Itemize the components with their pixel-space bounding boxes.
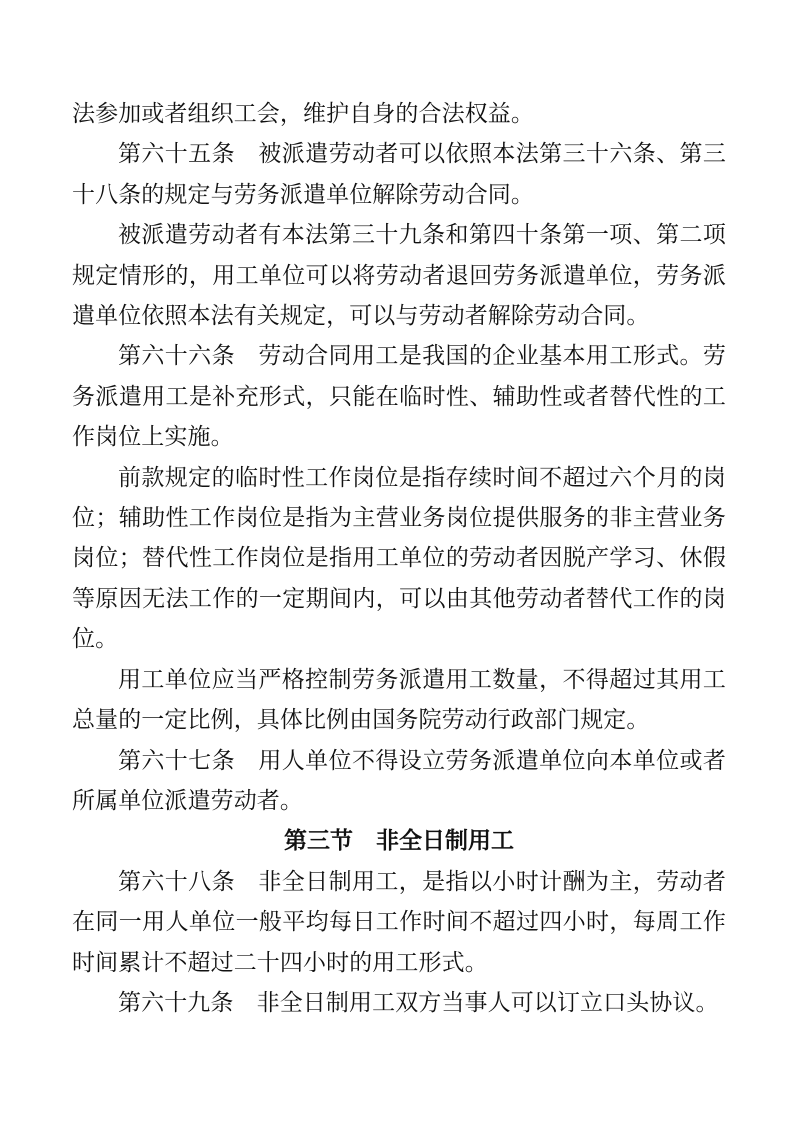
article-67 <box>72 741 726 822</box>
article-number: 第六十五条 <box>118 141 235 168</box>
article-65-paragraph-2 <box>72 215 726 336</box>
article-66-paragraph-2 <box>72 458 726 660</box>
paragraph-text: 法参加或者组织工会，维护自身的合法权益。 <box>72 101 534 127</box>
paragraph-text: 前款规定的临时性工作岗位是指存续时间不超过六个月的岗位；辅助性工作岗位是指为主营业务岗位提供服务的非主营业务岗位；替代性工作岗位是指用工单位的劳动者因脱产学习、休假等原因无法工作的一定期间内，可以由其他劳动者替代工作的岗位。 <box>72 464 726 653</box>
article-69 <box>72 983 726 1023</box>
article-66 <box>72 336 726 457</box>
paragraph-text: 劳动合同用工是我国的企业基本用工形式。劳务派遣用工是补充形式，只能在临时性、辅助性或者替代性的工作岗位上实施。 <box>72 343 727 451</box>
paragraph-text: 用工单位应当严格控制劳务派遣用工数量，不得超过其用工总量的一定比例，具体比例由国务院劳动行政部门规定。 <box>72 666 726 734</box>
paragraph-text: 非全日制用工双方当事人可以订立口头协议。 <box>256 989 719 1016</box>
article-65 <box>72 134 726 215</box>
section-heading: 第三节 非全日制用工 <box>284 828 514 855</box>
paragraph-text: 被派遣劳动者有本法第三十九条和第四十条第一项、第二项规定情形的，用工单位可以将劳动者退回劳务派遣单位，劳务派遣单位依照本法有关规定，可以与劳动者解除劳动合同。 <box>72 222 726 330</box>
article-66-paragraph-3 <box>72 660 726 741</box>
article-number: 第六十九条 <box>118 989 234 1016</box>
paragraph-text: 被派遣劳动者可以依照本法第三十六条、第三十八条的规定与劳务派遣单位解除劳动合同。 <box>72 141 727 208</box>
article-number: 第六十六条 <box>118 343 235 370</box>
document-body <box>72 94 726 1023</box>
paragraph-continuation <box>72 94 726 134</box>
article-number: 第六十八条 <box>118 868 235 895</box>
paragraph-text: 非全日制用工，是指以小时计酬为主，劳动者在同一用人单位一般平均每日工作时间不超过四小时，每周工作时间累计不超过二十四小时的用工形式。 <box>72 868 727 976</box>
article-number: 第六十七条 <box>118 747 235 774</box>
article-68 <box>72 862 726 983</box>
paragraph-text: 用人单位不得设立劳务派遣单位向本单位或者所属单位派遣劳动者。 <box>72 747 727 814</box>
